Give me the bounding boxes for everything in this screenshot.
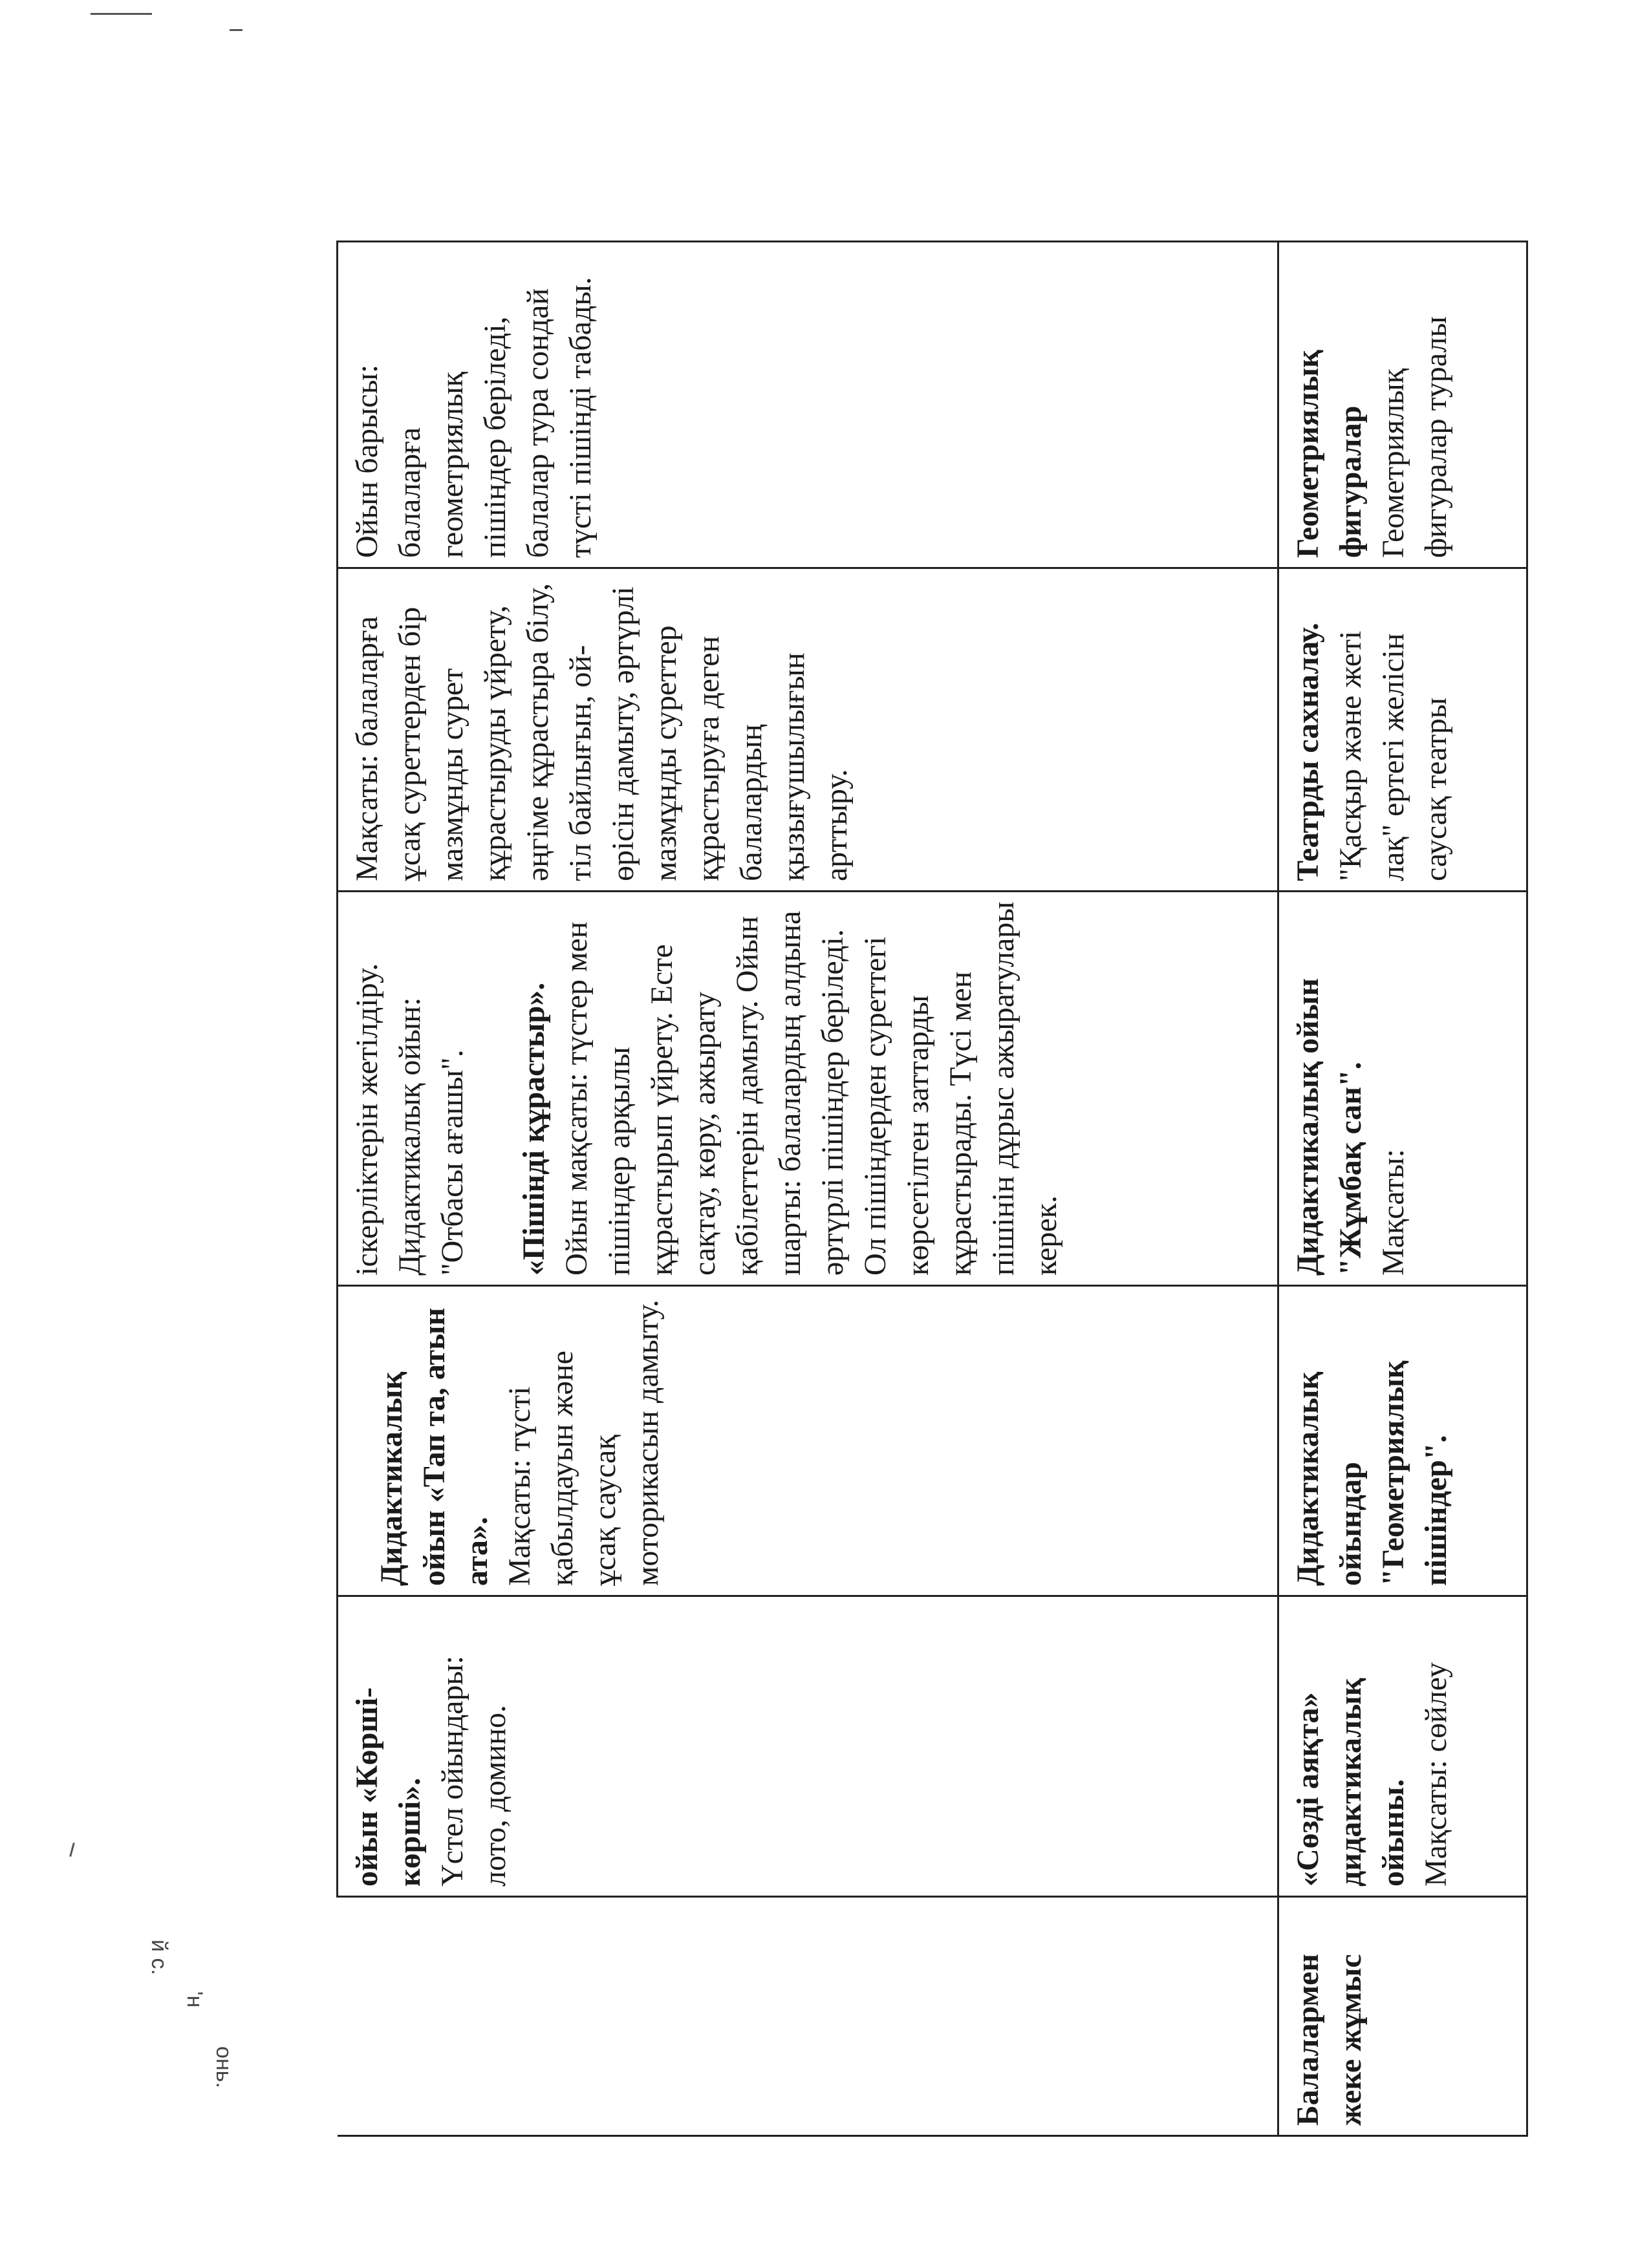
cell-text: Мақсаты: түсті қабылдауын және ұсақ саусақ моторикасын дамыту. <box>502 1300 665 1586</box>
table-cell <box>1278 242 1527 568</box>
cell-text-bold: Геометриялық фигуралар <box>1291 350 1368 558</box>
cell-text: Ойын барысы: балаларға геометриялық пішіндер беріледі, балалар тура сондай түсті пішінді табады. <box>350 277 598 558</box>
cell-text-bold: Дидактикалық ойындар "Геометриялық пішіндер". <box>1291 1360 1453 1586</box>
cell-text: Мақсаты: <box>1376 1149 1410 1276</box>
lesson-plan-table <box>336 241 1528 2137</box>
row-label-cell: Балалармен жеке жұмыс <box>1278 1897 1527 2136</box>
cell-text-bold: «Пішінді құрастыр». <box>517 982 551 1276</box>
scan-mark-top-2 <box>230 29 242 31</box>
table-row <box>338 242 1278 2136</box>
cell-text-bold: «Сөзді аяқта» дидактикалық ойыны. <box>1291 1678 1410 1887</box>
table-row <box>1278 242 1527 2136</box>
cell-text: Ойын мақсаты: түстер мен пішіндер арқылы құрастырып үйрету. Есте сақтау, көру, ажырату қабілеттерін дамыту. Ойын шарты: балалардың алдына әртүрлі пішіндер беріледі. Ол пішіндерден суреттегі көрсетілген заттарды құрастырады. Түсі мен пішінін дұрыс ажыратулары керек. <box>559 901 1063 1276</box>
table-cell <box>338 568 1278 892</box>
scan-mark-left <box>69 1843 75 1857</box>
cell-text-bold: Театрды сахналау. <box>1291 623 1325 881</box>
table-cell <box>1278 1596 1527 1897</box>
table-cell <box>338 892 1278 1286</box>
table-cell <box>338 242 1278 568</box>
scan-mark-top <box>91 13 152 15</box>
table-cell <box>338 1286 1278 1596</box>
margin-note-3: онь. <box>211 2046 236 2088</box>
table-cell <box>338 1596 1278 1897</box>
cell-text-bold: Дидактикалық ойын "Жұмбақ сан". <box>1291 978 1368 1276</box>
cell-text: Мақсаты: балаларға ұсақ суреттерден бір мазмұнды сурет құрастыруды үйрету, әңгіме құрастыра білу, тіл байлығын, ой-өрісін дамыту, әртүрлі мазмұнды суреттер құрастыруға деген балалардың қызығушылығын арттыру. <box>350 583 854 881</box>
table-cell <box>1278 1286 1527 1596</box>
margin-note-2: 'н <box>182 1991 207 2008</box>
table-cell <box>1278 568 1527 892</box>
row-label-cell <box>338 1897 1278 2136</box>
cell-text: "Қасқыр және жеті лақ" ертегі желісін саусақ театры <box>1333 630 1453 881</box>
cell-text-bold: Дидактикалық ойын «Тап та, атын ата». <box>374 1307 494 1586</box>
margin-note-1: й с. <box>147 1940 171 1975</box>
cell-text: Мақсаты: сөйлеу <box>1419 1662 1453 1887</box>
table-cell <box>1278 892 1527 1286</box>
cell-text: Үстел ойындары: лото, домино. <box>435 1655 512 1887</box>
cell-text: іскерліктерін жетілдіру. <box>350 963 384 1276</box>
cell-text: Дидактикалық ойын: "Отбасы ағашы". <box>393 997 469 1276</box>
cell-text-bold: ойын «Көрші-көрші». <box>350 1687 427 1887</box>
cell-text: Геометриялық фигуралар туралы <box>1376 316 1453 558</box>
rotated-table-page <box>336 242 1526 2137</box>
